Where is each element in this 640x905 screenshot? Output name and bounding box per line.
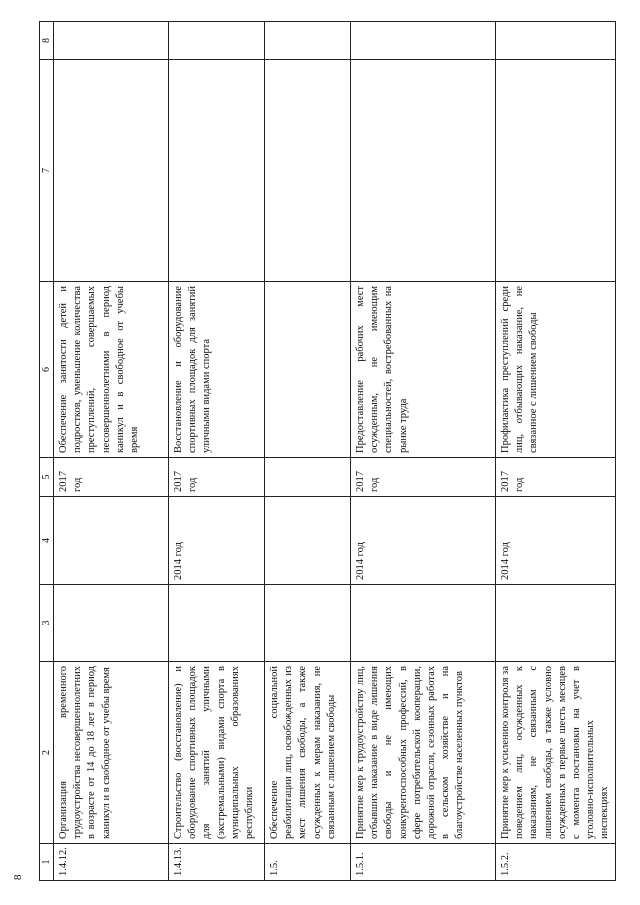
- end-year: 2017 год: [351, 458, 496, 497]
- start-year: 2014 год: [351, 497, 496, 585]
- expected-result: Восстановление и оборудование спортивных площадок для занятий уличными видами спорта: [169, 282, 265, 458]
- column-7-cell: [351, 60, 496, 282]
- start-year: 2014 год: [169, 497, 265, 585]
- item-number: 1.4.13.: [169, 844, 265, 881]
- column-header: 8: [40, 22, 54, 60]
- executor-cell: [169, 585, 265, 662]
- column-header: 3: [40, 585, 54, 662]
- measure-description: Принятие мер к трудоустройству лиц, отбывших наказание в виде лишения свободы и не имеющих конкурентоспособных профессий, в сфере потребительской кооперации, дорожной отрасли, сезонных работах в сельском хозяйстве и на благоустройстве населенных пунктов: [351, 662, 496, 844]
- table-row: [169, 22, 265, 881]
- measure-description: Обеспечение социальной реабилитации лиц, освобожденных из мест лишения свободы, а также осужденных к мерам наказания, не связанным с лишением свободы: [265, 662, 351, 844]
- table-row: [496, 22, 616, 881]
- start-year: [54, 497, 169, 585]
- measure-description: Принятие мер к усилению контроля за поведением лиц, осужденных к наказаниям, не связанным с лишением свободы, а также условно осужденных в первые шесть месяцев с момента постановки на учет в уголовно-исполнительных инспекциях: [496, 662, 616, 844]
- item-number: 1.5.: [265, 844, 351, 881]
- page-number: 8: [12, 874, 24, 880]
- column-7-cell: [169, 60, 265, 282]
- expected-result: Предоставление рабочих мест осужденным, не имеющим специальностей, востребованных на рынке труда: [351, 282, 496, 458]
- table-header-row: [40, 22, 54, 881]
- measure-description: Строительство (восстановление) и оборудование спортивных площадок для занятий уличными (экстремальными) видами спорта в муниципальных образованиях республики: [169, 662, 265, 844]
- column-8-cell: [265, 22, 351, 60]
- column-header: 1: [40, 844, 54, 881]
- column-8-cell: [54, 22, 169, 60]
- table-row: [351, 22, 496, 881]
- executor-cell: [54, 585, 169, 662]
- column-header: 4: [40, 497, 54, 585]
- item-number: 1.5.1.: [351, 844, 496, 881]
- table-row: [54, 22, 169, 881]
- column-header: 2: [40, 662, 54, 844]
- end-year: 2017 год: [54, 458, 169, 497]
- start-year: [265, 497, 351, 585]
- item-number: 1.4.12.: [54, 844, 169, 881]
- end-year: 2017 год: [496, 458, 616, 497]
- end-year: 2017 год: [169, 458, 265, 497]
- executor-cell: [351, 585, 496, 662]
- column-8-cell: [351, 22, 496, 60]
- program-measures-table: [39, 21, 616, 881]
- expected-result: [265, 282, 351, 458]
- column-7-cell: [496, 60, 616, 282]
- column-header: 7: [40, 60, 54, 282]
- column-8-cell: [496, 22, 616, 60]
- table-row: [265, 22, 351, 881]
- column-7-cell: [265, 60, 351, 282]
- expected-result: Обеспечение занятости детей и подростков, уменьшение количества преступлений, совершаемых несовершеннолетними в период каникул и в свободное от учебы время: [54, 282, 169, 458]
- column-header: 6: [40, 282, 54, 458]
- start-year: 2014 год: [496, 497, 616, 585]
- column-7-cell: [54, 60, 169, 282]
- end-year: [265, 458, 351, 497]
- executor-cell: [265, 585, 351, 662]
- measure-description: Организация временного трудоустройства несовершеннолетних в возрасте от 14 до 18 лет в период каникул и в свободное от учебы время: [54, 662, 169, 844]
- executor-cell: [496, 585, 616, 662]
- column-header: 5: [40, 458, 54, 497]
- item-number: 1.5.2.: [496, 844, 616, 881]
- expected-result: Профилактика преступлений среди лиц, отбывающих наказание, не связанное с лишением свободы: [496, 282, 616, 458]
- column-8-cell: [169, 22, 265, 60]
